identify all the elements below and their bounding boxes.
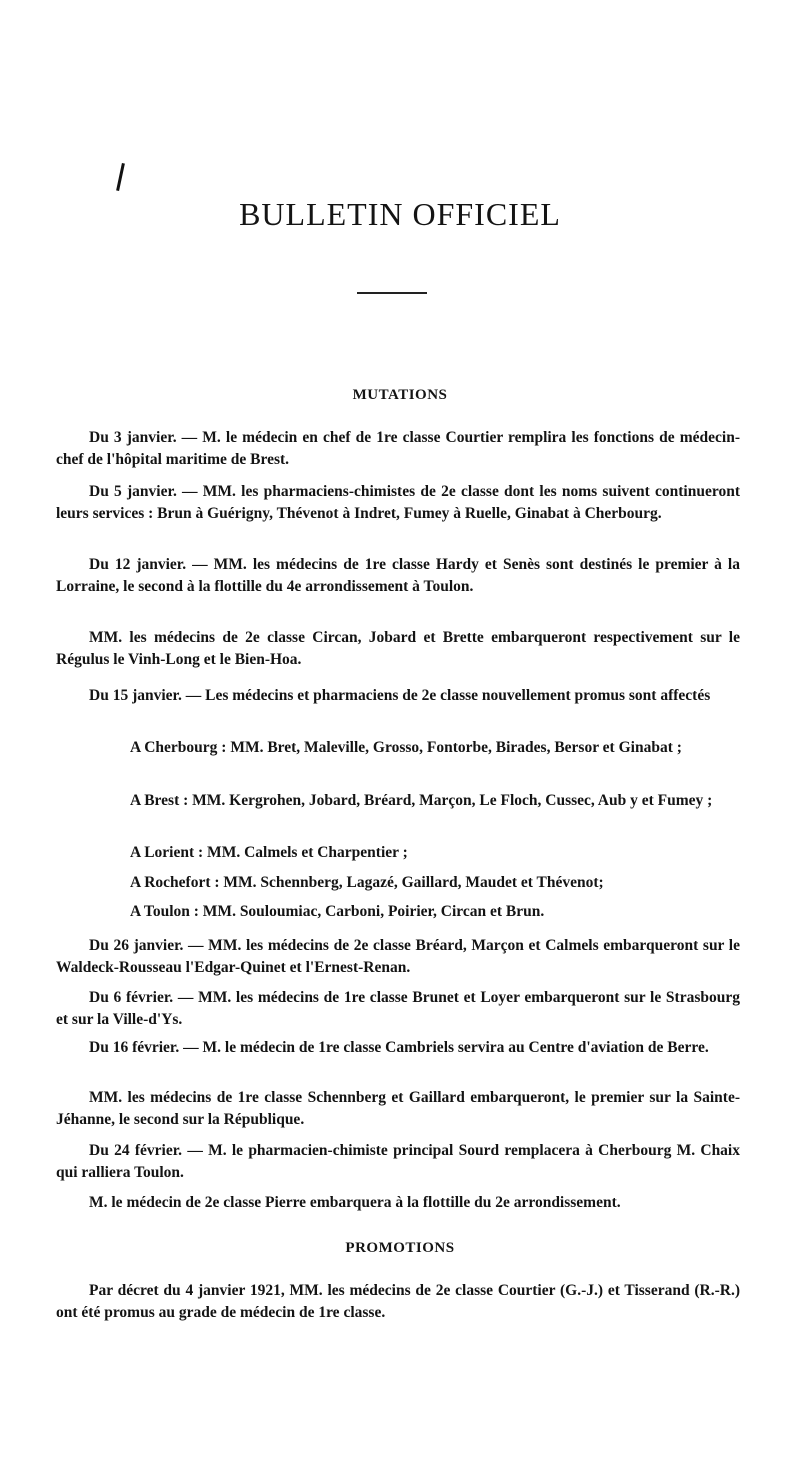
paragraph-4: MM. les médecins de 2e classe Circan, Jobard et Brette embarqueront respectivement sur le Régulus le Vinh-Long et le Bien-Hoa.: [56, 629, 740, 668]
ink-mark: [116, 163, 125, 191]
assignment-item: A Brest : MM. Kergrohen, Jobard, Bréard, Marçon, Le Floch, Cussec, Aub y et Fumey ;: [130, 792, 713, 809]
paragraph-10: Du 24 février. — M. le pharmacien-chimiste principal Sourd remplacera à Cherbourg M. Chaix qui ralliera Toulon.: [56, 1142, 740, 1181]
assignment-item: A Lorient : MM. Calmels et Charpentier ;: [130, 844, 408, 861]
page-title: BULLETIN OFFICIEL: [239, 196, 561, 232]
paragraph-7: Du 6 février. — MM. les médecins de 1re classe Brunet et Loyer embarqueront sur le Strasbourg et sur la Ville-d'Ys.: [56, 989, 740, 1028]
paragraph-5: Du 15 janvier. — Les médecins et pharmaciens de 2e classe nouvellement promus sont affectés: [89, 687, 711, 704]
paragraph-3: Du 12 janvier. — MM. les médecins de 1re classe Hardy et Senès sont destinés le premier à la Lorraine, le second à la flottille du 4e arrondissement à Toulon.: [56, 556, 740, 595]
paragraph-8: Du 16 février. — M. le médecin de 1re classe Cambriels servira au Centre d'aviation de Berre.: [89, 1039, 709, 1056]
section-heading-promotions: PROMOTIONS: [345, 1240, 455, 1256]
paragraph-11: M. le médecin de 2e classe Pierre embarquera à la flottille du 2e arrondissement.: [89, 1194, 621, 1211]
paragraph-12: Par décret du 4 janvier 1921, MM. les médecins de 2e classe Courtier (G.-J.) et Tisserand (R.-R.) ont été promus au grade de médecin de 1re classe.: [56, 1282, 740, 1321]
paragraph-1: Du 3 janvier. — M. le médecin en chef de 1re classe Courtier remplira les fonctions de médecin-chef de l'hôpital maritime de Brest.: [56, 429, 740, 468]
paragraph-6: Du 26 janvier. — MM. les médecins de 2e classe Bréard, Marçon et Calmels embarqueront sur le Waldeck-Rousseau l'Edgar-Quinet et l'Ernest-Renan.: [56, 937, 740, 976]
assignment-item: A Cherbourg : MM. Bret, Maleville, Grosso, Fontorbe, Birades, Bersor et Ginabat ;: [130, 739, 682, 756]
paragraph-9: MM. les médecins de 1re classe Schennberg et Gaillard embarqueront, le premier sur la Sainte-Jéhanne, le second sur la République.: [56, 1089, 740, 1128]
paragraph-2: Du 5 janvier. — MM. les pharmaciens-chimistes de 2e classe dont les noms suivent continueront leurs services : Brun à Guérigny, Thévenot à Indret, Fumey à Ruelle, Ginabat à Cherbourg.: [56, 483, 740, 522]
assignment-item: A Toulon : MM. Souloumiac, Carboni, Poirier, Circan et Brun.: [130, 903, 545, 920]
title-divider: [357, 292, 427, 294]
section-heading-mutations: MUTATIONS: [352, 387, 448, 403]
assignment-item: A Rochefort : MM. Schennberg, Lagazé, Gaillard, Maudet et Thévenot;: [130, 874, 604, 891]
